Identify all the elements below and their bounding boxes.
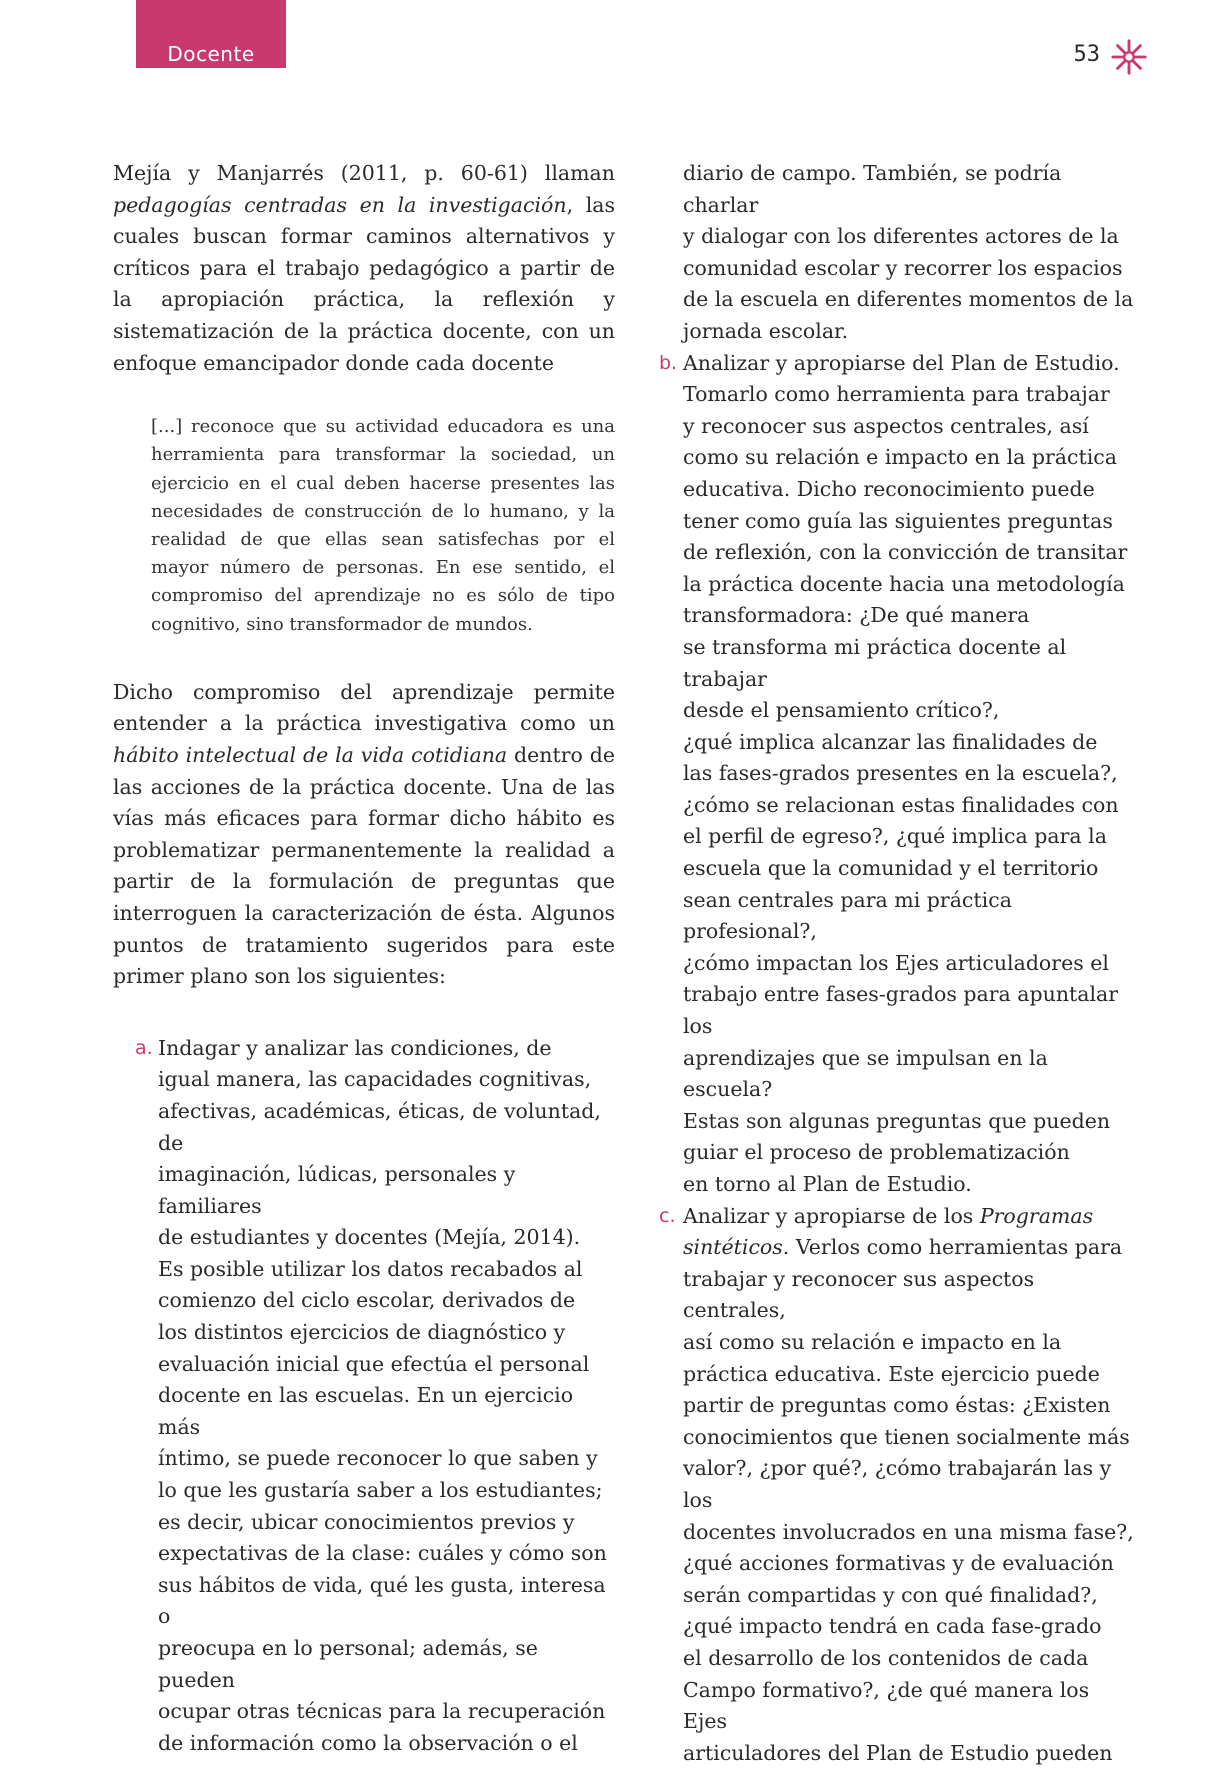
page-number: 53 [1073, 42, 1100, 67]
text-line: trabajo entre fases-grados para apuntalar los [683, 982, 1119, 1039]
list-item-c [659, 1201, 1135, 1769]
text-line: comienzo del ciclo escolar, derivados de [158, 1288, 576, 1313]
text-line: trabajar y reconocer sus aspectos centrales, [683, 1266, 1035, 1323]
text-line: desde el pensamiento crítico?, [683, 698, 1000, 723]
text-line: tener como guía las siguientes preguntas [683, 508, 1113, 533]
text-line: el desarrollo de los contenidos de cada [683, 1645, 1089, 1670]
text-line: como su relación e impacto en la práctica [683, 445, 1118, 470]
text-line: de la escuela en diferentes momentos de la [683, 287, 1134, 312]
text-line: ¿qué impacto tendrá en cada fase-grado [683, 1614, 1102, 1639]
list-marker-b: b. [659, 351, 678, 374]
text-line: en torno al Plan de Estudio. [683, 1172, 972, 1196]
text-line: Analizar y apropiarse del Plan de Estudio. [683, 350, 1120, 375]
text-line: de información como la observación o el [158, 1730, 578, 1755]
text-line: conocimientos que tienen socialmente más [683, 1424, 1130, 1449]
text-line: expectativas de la clase: cuáles y cómo son [158, 1541, 607, 1566]
text-line: se transforma mi práctica docente al trabajar [683, 634, 1067, 691]
text-line: evaluación inicial que efectúa el personal [158, 1351, 590, 1376]
text-line: y reconocer sus aspectos centrales, así [683, 413, 1089, 438]
asterisk-flower-icon [1110, 38, 1148, 76]
text-line: ¿qué implica alcanzar las finalidades de [683, 729, 1098, 754]
item-c-text [683, 1264, 1135, 1769]
text-line: práctica educativa. Este ejercicio puede [683, 1361, 1100, 1386]
list-item-a [113, 1033, 615, 1760]
text-line: así como su relación e impacto en la [683, 1329, 1062, 1354]
text-line: jornada escolar. [683, 318, 849, 343]
text-line: guiar el proceso de problematización [683, 1140, 1070, 1165]
text-line: de reflexión, con la convicción de transitar [683, 540, 1128, 565]
text-line: ¿cómo se relacionan estas finalidades con [683, 792, 1119, 817]
item-a-text [158, 1033, 615, 1760]
section-tab: Docente [136, 0, 286, 68]
text-line: preocupa en lo personal; además, se pueden [158, 1636, 538, 1692]
list-marker-c: c. [659, 1204, 676, 1227]
text-line: imaginación, lúdicas, personales y familiares [158, 1162, 516, 1218]
text-line: aprendizajes que se impulsan en la escuela? [683, 1045, 1048, 1102]
text-line: Es posible utilizar los datos recabados al [158, 1256, 583, 1281]
text-line: los distintos ejercicios de diagnóstico y [158, 1320, 566, 1345]
item-a-continuation [683, 158, 1135, 348]
right-column [659, 158, 1135, 1769]
text-line: Indagar y analizar las condiciones, de [158, 1035, 552, 1060]
text-line: comunidad escolar y recorrer los espacios [683, 255, 1123, 280]
text-line: serán compartidas y con qué finalidad?, [683, 1582, 1098, 1607]
item-b-text [683, 348, 1135, 1201]
list-marker-a: a. [135, 1036, 153, 1059]
text-line: el perfil de egreso?, ¿qué implica para la [683, 824, 1107, 849]
intro-paragraph: Mejía y Manjarrés (2011, p. 60-61) llaman pedagogías centradas en la investigación, las cuales buscan formar caminos alternativos y críticos para el trabajo pedagógico a partir de la apropiación práctica, la reflexión y sistematización de la práctica docente, con un enfoque emancipador donde cada docente [113, 161, 615, 375]
text-line: diario de campo. También, se podría charlar [683, 161, 1062, 217]
text-line: Estas son algunas preguntas que pueden [683, 1108, 1111, 1133]
text-line: docentes involucrados en una misma fase?, [683, 1519, 1134, 1544]
text-line: partir de preguntas como éstas: ¿Existen [683, 1393, 1111, 1418]
text-line: y dialogar con los diferentes actores de la [683, 224, 1119, 249]
second-paragraph: Dicho compromiso del aprendizaje permite entender a la práctica investigativa como un hábito intelectual de la vida cotidiana dentro de las acciones de la práctica docente. Una de las vías más eficaces para formar dicho hábito es problematizar permanentemente la realidad a partir de la formulación de preguntas que interroguen la caracterización de ésta. Algunos puntos de tratamiento sugeridos para este primer plano son los siguientes: [113, 679, 615, 989]
text-line: ¿qué acciones formativas y de evaluación [683, 1551, 1114, 1576]
text-line: Campo formativo?, ¿de qué manera los Ejes [683, 1677, 1090, 1734]
text-line: transformadora: ¿De qué manera [683, 603, 1030, 628]
text-line: igual manera, las capacidades cognitivas, [158, 1067, 592, 1092]
text-line: ocupar otras técnicas para la recuperación [158, 1699, 606, 1724]
text-line: escuela que la comunidad y el territorio [683, 856, 1099, 881]
text-line: íntimo, se puede reconocer lo que saben y [158, 1446, 598, 1471]
text-line: sus hábitos de vida, qué les gusta, interesa o [158, 1572, 606, 1629]
list-item-b [659, 348, 1135, 1201]
text-line: sean centrales para mi práctica profesional?, [683, 887, 1012, 944]
text-line: afectivas, académicas, éticas, de voluntad, de [158, 1098, 601, 1155]
text-line: valor?, ¿por qué?, ¿cómo trabajarán las y los [683, 1456, 1112, 1512]
text-line: educativa. Dicho reconocimiento puede [683, 476, 1095, 501]
text-line: de estudiantes y docentes (Mejía, 2014). [158, 1225, 581, 1250]
left-column [113, 158, 615, 1759]
text-line: las fases-grados presentes en la escuela?, [683, 761, 1118, 786]
block-quote: [...] reconoce que su actividad educadora es una herramienta para transformar la sociedad, un ejercicio en el cual deben hacerse presentes las necesidades de construcción de lo humano, y la realidad de que ellas sean satisfechas por el mayor número de personas. En ese sentido, el compromiso del aprendizaje no es sólo de tipo cognitivo, sino transformador de mundos. [151, 416, 615, 635]
text-line: lo que les gustaría saber a los estudiantes; [158, 1478, 603, 1503]
item-c-first-line: Analizar y apropiarse de los Programas sintéticos. Verlos como herramientas para [683, 1203, 1123, 1260]
text-line: articuladores del Plan de Estudio pueden [683, 1740, 1113, 1765]
text-line: la práctica docente hacia una metodología [683, 571, 1125, 596]
text-line: Tomarlo como herramienta para trabajar [683, 382, 1110, 407]
text-line: docente en las escuelas. En un ejercicio más [158, 1383, 574, 1439]
text-line: es decir, ubicar conocimientos previos y [158, 1509, 575, 1534]
text-line: Verlos como herramientas para [795, 1235, 1123, 1260]
text-line: ¿cómo impactan los Ejes articuladores el [683, 950, 1109, 975]
